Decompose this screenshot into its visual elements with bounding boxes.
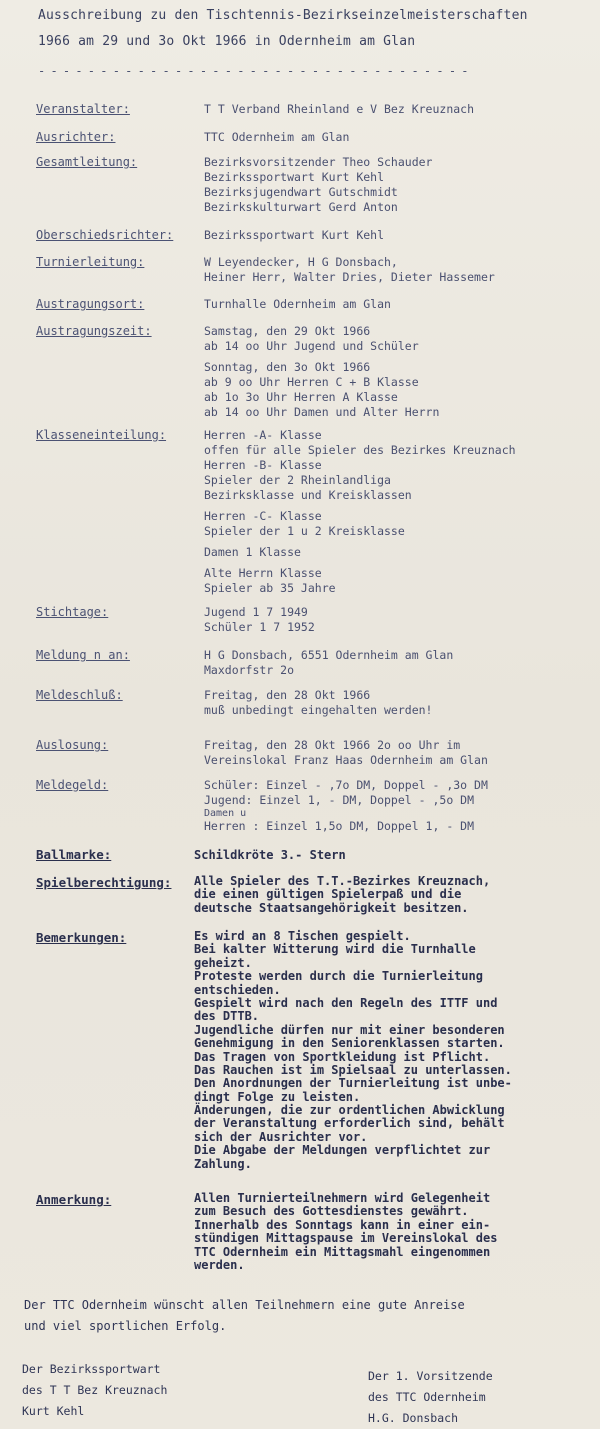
document-title: Ausschreibung zu den Tischtennis-Bezirkseinzelmeisterschaften	[38, 8, 528, 23]
section-label: Klasseneinteilung:	[36, 428, 167, 442]
value-line: Freitag, den 28 Okt 1966	[204, 688, 371, 702]
value-line: Bezirksvorsitzender Theo Schauder	[204, 155, 433, 169]
value-line: Zahlung.	[194, 1156, 252, 1171]
value-line: Maxdorfstr 2o	[204, 663, 295, 677]
section-label: Austragungszeit:	[36, 324, 152, 338]
section-label: Turnierleitung:	[36, 255, 145, 269]
section-value	[194, 930, 512, 1171]
value-line: Genehmigung in den Seniorenklassen starten.	[194, 1036, 505, 1051]
value-line: Damen 1 Klasse	[204, 545, 301, 559]
section-value	[204, 155, 432, 215]
value-line: Herren : Einzel 1,5o DM, Doppel 1, - DM	[204, 819, 475, 833]
value-line: Die Abgabe der Meldungen verpflichtet zur	[194, 1143, 491, 1158]
value-line: Alle Spieler des T.T.-Bezirkes Kreuznach,	[194, 874, 491, 888]
signature-line: H.G. Donsbach	[368, 1411, 459, 1425]
section-label: Anmerkung:	[36, 1192, 112, 1207]
section-label: Veranstalter:	[36, 102, 130, 116]
section-label: Oberschiedsrichter:	[36, 228, 174, 242]
value-line: sich der Ausrichter vor.	[194, 1129, 368, 1144]
value-line: Allen Turnierteilnehmern wird Gelegenheit	[194, 1191, 491, 1205]
value-line: TTC Odernheim ein Mittagsmahl eingenommen	[194, 1244, 491, 1259]
value-line: Bezirksjugendwart Gutschmidt	[204, 185, 398, 199]
value-line: ab 9 oo Uhr Herren C + B Klasse	[204, 375, 419, 389]
value-line: Heiner Herr, Walter Dries, Dieter Hassemer	[204, 270, 495, 284]
value-line: offen für alle Spieler des Bezirkes Kreuznach	[204, 443, 516, 457]
value-line: Vereinslokal Franz Haas Odernheim am Glan	[204, 753, 488, 767]
signature-line: Kurt Kehl	[22, 1404, 85, 1418]
value-line: entschieden.	[194, 982, 281, 997]
section-value	[204, 605, 315, 635]
section-label: Auslosung:	[36, 738, 109, 752]
value-line: Bezirkssportwart Kurt Kehl	[204, 170, 385, 184]
section-value	[204, 738, 488, 768]
value-line: Bezirksklasse und Kreisklassen	[204, 488, 412, 502]
value-line: Das Tragen von Sportkleidung ist Pflicht.	[194, 1049, 491, 1064]
value-line: deutsche Staatsangehörigkeit besitzen.	[194, 900, 469, 915]
section-value	[204, 324, 439, 420]
closing-greeting	[24, 1295, 465, 1337]
section-label: Ausrichter:	[36, 130, 116, 144]
signature-line: des TTC Odernheim	[368, 1390, 486, 1404]
section-label: Stichtage:	[36, 605, 109, 619]
section-value	[204, 648, 453, 678]
value-line: Turnhalle Odernheim am Glan	[204, 297, 391, 311]
value-line: geheizt.	[194, 955, 252, 970]
value-line: Das Rauchen ist im Spielsaal zu unterlassen.	[194, 1062, 512, 1077]
value-line: ab 1o 3o Uhr Herren A Klasse	[204, 390, 398, 404]
value-line: muß unbedingt eingehalten werden!	[204, 703, 433, 717]
section-value	[204, 102, 474, 117]
signature-right	[368, 1366, 493, 1429]
closing-line: Der TTC Odernheim wünscht allen Teilnehmern eine gute Anreise	[24, 1298, 465, 1312]
value-line: werden.	[194, 1257, 245, 1272]
value-line: ab 14 oo Uhr Jugend und Schüler	[204, 339, 419, 353]
section-value	[204, 130, 349, 145]
signature-line: Der 1. Vorsitzende	[368, 1369, 493, 1383]
value-line: Jugend: Einzel 1, - DM, Doppel - ,5o DM	[204, 793, 475, 807]
section-label: Gesamtleitung:	[36, 155, 138, 169]
closing-line: und viel sportlichen Erfolg.	[24, 1319, 227, 1333]
section-value	[194, 875, 490, 915]
value-line: Freitag, den 28 Okt 1966 2o oo Uhr im	[204, 738, 461, 752]
event-dates: 1966 am 29 und 3o Okt 1966 in Odernheim am Glan	[38, 34, 416, 49]
value-line: TTC Odernheim am Glan	[204, 130, 350, 144]
value-line: Bezirkskulturwart Gerd Anton	[204, 200, 398, 214]
section-label: Spielberechtigung:	[36, 875, 172, 890]
section-label: Meldegeld:	[36, 778, 109, 792]
value-line: Änderungen, die zur ordentlichen Abwicklung	[194, 1103, 505, 1118]
section-value	[204, 428, 516, 596]
section-value	[204, 688, 432, 718]
value-line: Herren -C- Klasse	[204, 509, 322, 523]
value-line: Proteste werden durch die Turnierleitung	[194, 969, 483, 984]
value-line: Herren -A- Klasse	[204, 428, 322, 442]
value-line: Schildkröte 3.- Stern	[194, 848, 346, 862]
section-value	[194, 1192, 497, 1272]
value-line: Jugend 1 7 1949	[204, 605, 308, 619]
value-line: dingt Folge zu leisten.	[194, 1089, 361, 1104]
value-line: Spieler der 2 Rheinlandliga	[204, 473, 391, 487]
value-line: des DTTB.	[194, 1009, 260, 1024]
section-value	[204, 255, 495, 285]
section-value	[204, 297, 391, 312]
signature-left	[22, 1359, 167, 1422]
section-value	[204, 778, 488, 834]
value-line: Alte Herrn Klasse	[204, 566, 322, 580]
signature-line: Der Bezirkssportwart	[22, 1362, 161, 1376]
value-line: ab 14 oo Uhr Damen und Alter Herrn	[204, 405, 440, 419]
value-line: Den Anordnungen der Turnierleitung ist unbe-	[194, 1076, 512, 1091]
value-line: Sonntag, den 3o Okt 1966	[204, 360, 371, 374]
value-line: Spieler der 1 u 2 Kreisklasse	[204, 524, 405, 538]
value-line: Samstag, den 29 Okt 1966	[204, 324, 371, 338]
value-line: zum Besuch des Gottesdienstes gewährt.	[194, 1204, 469, 1219]
value-line: H G Donsbach, 6551 Odernheim am Glan	[204, 648, 454, 662]
value-line: Schüler: Einzel - ,7o DM, Doppel - ,3o DM	[204, 778, 488, 792]
value-line: die einen gültigen Spielerpaß und die	[194, 887, 462, 902]
value-line: Jugendliche dürfen nur mit einer besonderen	[194, 1022, 505, 1037]
value-line: Spieler ab 35 Jahre	[204, 581, 336, 595]
section-label: Meldeschluß:	[36, 688, 123, 702]
section-label: Bemerkungen:	[36, 930, 127, 945]
value-line: Damen u	[204, 808, 247, 819]
section-label: Austragungsort:	[36, 297, 145, 311]
value-line: Bei kalter Witterung wird die Turnhalle	[194, 942, 476, 957]
value-line: der Veranstaltung erforderlich sind, behält	[194, 1116, 505, 1131]
value-line: stündigen Mittagspause im Vereinslokal des	[194, 1231, 498, 1246]
value-line: T T Verband Rheinland e V Bez Kreuznach	[204, 102, 475, 116]
value-line: Es wird an 8 Tischen gespielt.	[194, 929, 411, 943]
section-value	[204, 228, 384, 243]
section-label: Meldung n an:	[36, 648, 130, 662]
value-line: W Leyendecker, H G Donsbach,	[204, 255, 398, 269]
value-line: Innerhalb des Sonntags kann in einer ein-	[194, 1217, 491, 1232]
section-value	[194, 849, 346, 862]
signature-line: des T T Bez Kreuznach	[22, 1383, 168, 1397]
value-line: Herren -B- Klasse	[204, 458, 322, 472]
value-line: Gespielt wird nach den Regeln des ITTF und	[194, 995, 498, 1010]
value-line: Bezirkssportwart Kurt Kehl	[204, 228, 385, 242]
section-label: Ballmarke:	[36, 847, 112, 862]
value-line: Schüler 1 7 1952	[204, 620, 315, 634]
header-divider: - - - - - - - - - - - - - - - - - - - - - - - - - - - - - - - - - - -	[38, 64, 468, 78]
